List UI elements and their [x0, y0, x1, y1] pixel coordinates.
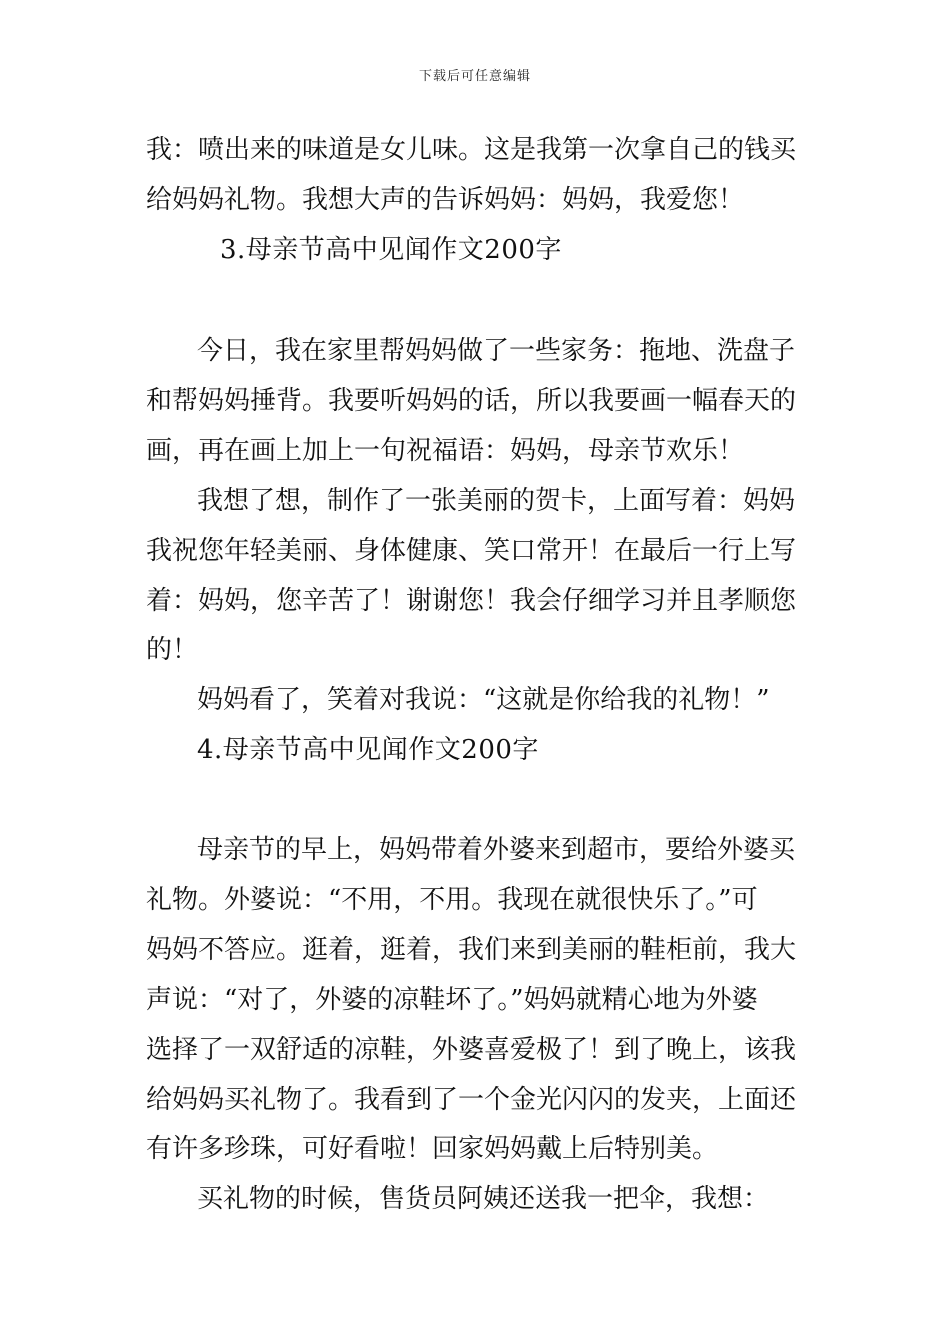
paragraph-line: 选择了一双舒适的凉鞋，外婆喜爱极了！到了晚上，该我 [146, 1035, 797, 1065]
paragraph-line: 买礼物的时候，售货员阿姨还送我一把伞，我想： [197, 1184, 770, 1214]
paragraph-line: 妈妈看了，笑着对我说：“这就是你给我的礼物！” [197, 685, 770, 715]
paragraph-line: 母亲节的早上，妈妈带着外婆来到超市，要给外婆买 [197, 835, 796, 865]
section-heading-4: 4.母亲节高中见闻作文200字 [197, 735, 539, 765]
paragraph-line: 着：妈妈，您辛苦了！谢谢您！我会仔细学习并且孝顺您 [146, 586, 797, 616]
paragraph-line: 今日，我在家里帮妈妈做了一些家务：拖地、洗盘子 [197, 336, 796, 366]
paragraph-line: 给妈妈礼物。我想大声的告诉妈妈：妈妈，我爱您！ [146, 185, 745, 215]
paragraph-line: 礼物。外婆说：“不用，不用。我现在就很快乐了。”可 [146, 885, 758, 915]
paragraph-line: 声说：“对了，外婆的凉鞋坏了。”妈妈就精心地为外婆 [146, 985, 758, 1015]
paragraph-line: 妈妈不答应。逛着，逛着，我们来到美丽的鞋柜前，我大 [146, 935, 797, 965]
paragraph-line: 画，再在画上加上一句祝福语：妈妈，母亲节欢乐！ [146, 436, 745, 466]
paragraph-line: 的！ [146, 635, 199, 665]
paragraph-line: 和帮妈妈捶背。我要听妈妈的话，所以我要画一幅春天的 [146, 386, 797, 416]
paragraph-line: 给妈妈买礼物了。我看到了一个金光闪闪的发夹，上面还 [146, 1085, 797, 1115]
paragraph-line: 我想了想，制作了一张美丽的贺卡，上面写着：妈妈 [197, 486, 796, 516]
paragraph-line: 我祝您年轻美丽、身体健康、笑口常开！在最后一行上写 [146, 536, 797, 566]
page-header-note: 下载后可任意编辑 [418, 69, 531, 84]
paragraph-line: 我：喷出来的味道是女儿味。这是我第一次拿自己的钱买 [146, 135, 797, 165]
section-heading-3: 3.母亲节高中见闻作文200字 [220, 235, 562, 265]
paragraph-line: 有许多珍珠，可好看啦！回家妈妈戴上后特别美。 [146, 1134, 719, 1164]
